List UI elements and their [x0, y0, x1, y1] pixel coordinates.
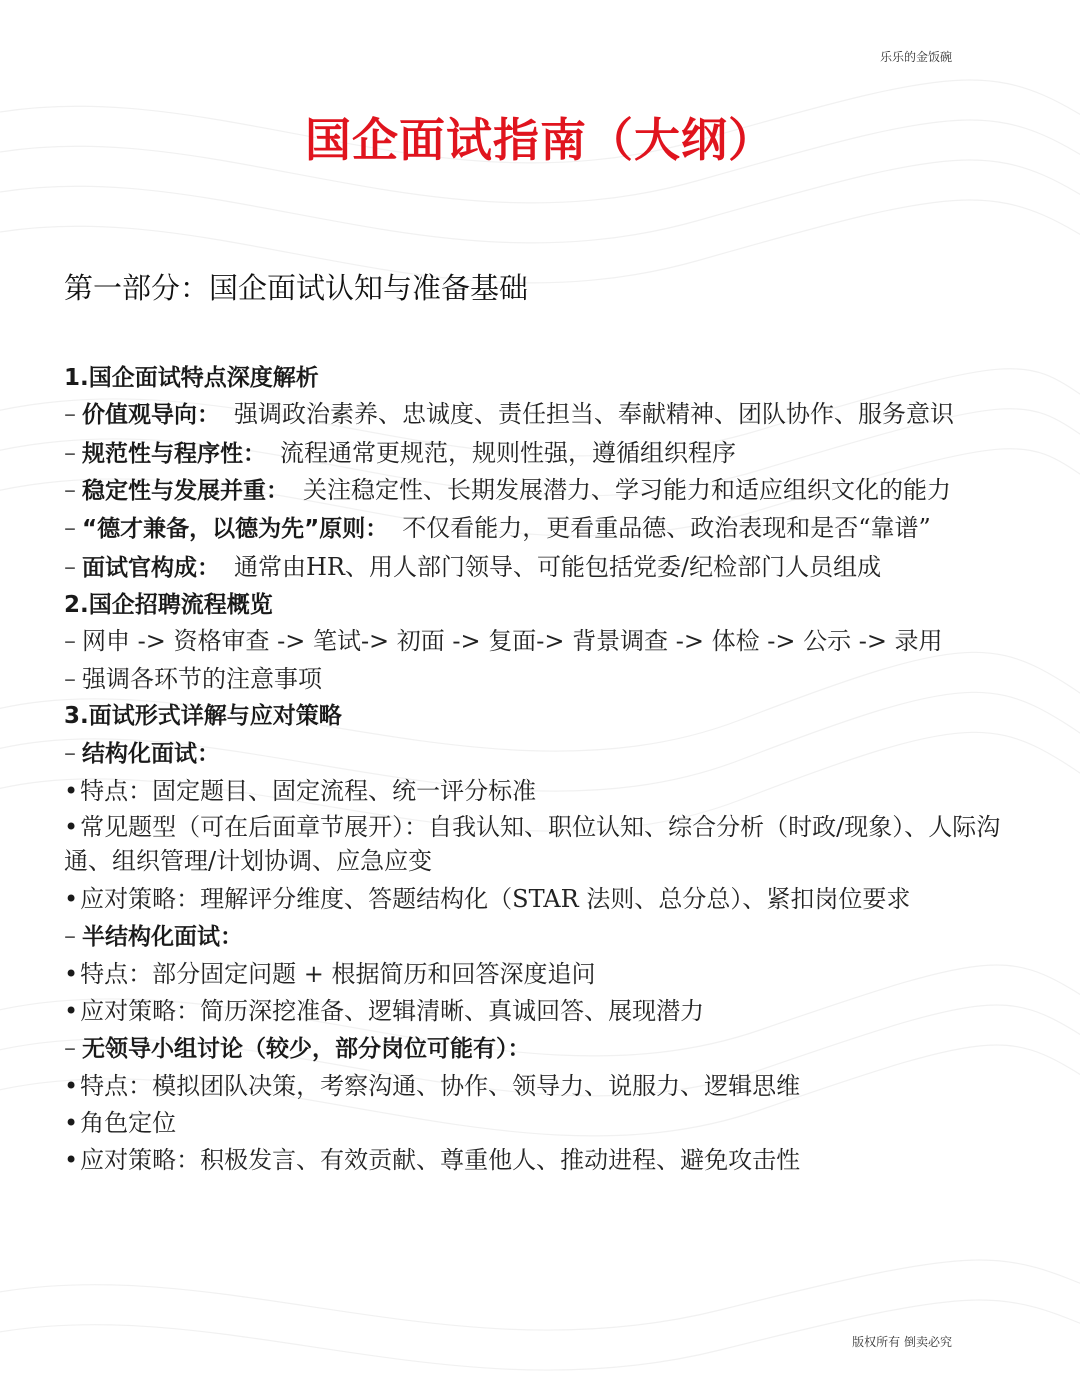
process-flow: 网申 -> 资格审查 -> 笔试-> 初面 -> 复面-> 背景调查 -> 体检 -> 公示 -> 录用: [82, 627, 943, 655]
bullet-item: [64, 1105, 1014, 1142]
outline-item: [64, 624, 1014, 658]
item-label: 稳定性与发展并重：: [82, 478, 289, 504]
item-label: 规范性与程序性：: [82, 441, 266, 467]
section-heading: 第一部分：国企面试认知与准备基础: [64, 271, 529, 305]
item-label: 价值观导向：: [82, 402, 220, 428]
bullet-marker: •: [64, 1072, 79, 1100]
dash-marker: –: [64, 439, 76, 467]
item-description: 通常由HR、用人部门领导、可能包括党委/纪检部门人员组成: [234, 553, 882, 581]
bullet-item: [64, 1068, 1014, 1105]
bullet-item: [64, 810, 1014, 878]
outline-item: [64, 549, 1014, 587]
bullet-marker: •: [64, 885, 79, 913]
dash-marker: –: [64, 476, 76, 504]
dash-marker: –: [64, 1034, 76, 1062]
outline-heading-3: 3.面试形式详解与应对策略: [64, 703, 342, 729]
dash-marker: –: [64, 627, 76, 655]
dash-marker: –: [64, 553, 76, 581]
bullet-text: 特点：模拟团队决策，考察沟通、协作、领导力、说服力、逻辑思维: [80, 1072, 801, 1100]
outline-subheading: [64, 1030, 1014, 1068]
subheading-label: 结构化面试：: [82, 741, 220, 767]
dash-marker: –: [64, 514, 76, 542]
watermark-bottom: 版权所有 倒卖必究: [852, 1335, 952, 1349]
bullet-text: 应对策略：简历深挖准备、逻辑清晰、真诚回答、展现潜力: [80, 997, 705, 1025]
dash-marker: –: [64, 665, 76, 693]
outline-item: [64, 511, 1014, 546]
item-description: 流程通常更规范，规则性强，遵循组织程序: [280, 439, 736, 467]
watermark-top: 乐乐的金饭碗: [879, 50, 952, 64]
bullet-text: 应对策略：积极发言、有效贡献、尊重他人、推动进程、避免攻击性: [80, 1146, 801, 1174]
bullet-text: 角色定位: [80, 1109, 177, 1137]
subheading-label: 无领导小组讨论（较少，部分岗位可能有）：: [82, 1036, 531, 1062]
item-description: 强调政治素养、忠诚度、责任担当、奉献精神、团队协作、服务意识: [234, 400, 954, 428]
bullet-text: 特点：部分固定问题 + 根据简历和回答深度追问: [80, 960, 596, 988]
bullet-item: [64, 881, 1014, 918]
bullet-marker: •: [64, 777, 79, 805]
dash-marker: –: [64, 400, 76, 428]
outline-heading-2: 2.国企招聘流程概览: [64, 592, 273, 618]
bullet-item: [64, 1142, 1014, 1179]
item-description: 关注稳定性、长期发展潜力、学习能力和适应组织文化的能力: [303, 476, 951, 504]
item-description: 强调各环节的注意事项: [82, 665, 322, 693]
bullet-text: 特点：固定题目、固定流程、统一评分标准: [80, 777, 537, 805]
bullet-text: 常见题型（可在后面章节展开）：自我认知、职位认知、综合分析（时政/现象）、人际沟通、组织管理/计划协调、应急应变: [64, 813, 1001, 875]
bullet-marker: •: [64, 1146, 79, 1174]
bullet-marker: •: [64, 997, 79, 1025]
subheading-label: 半结构化面试：: [82, 924, 243, 950]
bullet-item: [64, 956, 1014, 993]
bullet-marker: •: [64, 813, 79, 841]
item-label: 面试官构成：: [82, 555, 220, 581]
outline-item: [64, 435, 1014, 473]
outline-subheading: [64, 735, 1014, 773]
outline-item: [64, 661, 1014, 698]
bullet-text: 应对策略：理解评分维度、答题结构化（STAR 法则、总分总）、紧扣岗位要求: [80, 885, 911, 913]
bullet-item: [64, 993, 1014, 1030]
dash-marker: –: [64, 739, 76, 767]
item-label: “德才兼备，以德为先”原则：: [82, 516, 389, 542]
bullet-item: [64, 773, 1014, 810]
outline-item: [64, 397, 1014, 432]
document-title: 国企面试指南（大纲）: [305, 113, 775, 167]
outline-item: [64, 473, 1014, 508]
bullet-marker: •: [64, 1109, 79, 1137]
outline-heading-1: 1.国企面试特点深度解析: [64, 365, 319, 391]
dash-marker: –: [64, 922, 76, 950]
outline-content: [64, 360, 1014, 1179]
bullet-marker: •: [64, 960, 79, 988]
item-description: 不仅看能力，更看重品德、政治表现和是否“靠谱”: [402, 514, 931, 542]
outline-subheading: [64, 918, 1014, 956]
